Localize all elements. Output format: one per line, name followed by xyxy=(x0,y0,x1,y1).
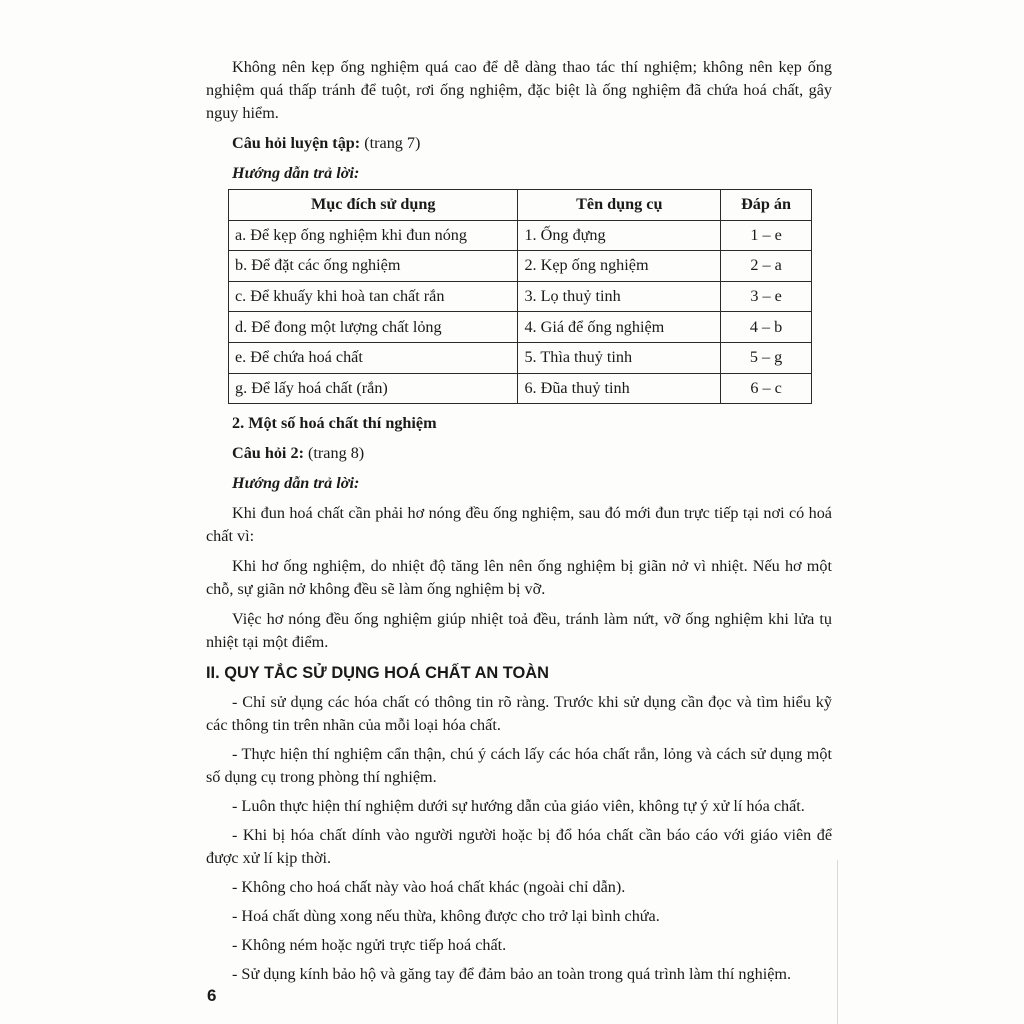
section-2-title: 2. Một số hoá chất thí nghiệm xyxy=(232,414,437,433)
safety-rule: - Luôn thực hiện thí nghiệm dưới sự hướng dẫn của giáo viên, không tự ý xử lí hóa chất. xyxy=(232,797,805,816)
table-cell-tool: 4. Giá để ống nghiệm xyxy=(518,312,721,343)
answer-paragraph: Việc hơ nóng đều ống nghiệm giúp nhiệt toả đều, tránh làm nứt, vỡ ống nghiệm khi lửa tụ nhiệt tại một điểm. xyxy=(206,610,832,652)
table-cell-answer: 6 – c xyxy=(721,373,812,404)
practice-answer-heading: Hướng dẫn trả lời: xyxy=(232,164,360,182)
page-number: 6 xyxy=(207,986,217,1005)
table-row xyxy=(229,373,812,404)
practice-question xyxy=(206,132,832,155)
table-row xyxy=(229,281,812,312)
table-header-tool: Tên dụng cụ xyxy=(518,190,721,221)
practice-question-ref: (trang 7) xyxy=(360,134,421,152)
table-cell-answer: 3 – e xyxy=(721,281,812,312)
table-cell-tool: 5. Thìa thuỷ tinh xyxy=(518,342,721,373)
table-cell-answer: 4 – b xyxy=(721,312,812,343)
safety-rule: - Khi bị hóa chất dính vào người người hoặc bị đổ hóa chất cần báo cáo với giáo viên để được xử lí kịp thời. xyxy=(206,826,832,868)
table-cell-purpose: g. Để lấy hoá chất (rắn) xyxy=(229,373,518,404)
table-cell-purpose: e. Để chứa hoá chất xyxy=(229,342,518,373)
table-cell-answer: 2 – a xyxy=(721,251,812,282)
table-header-row xyxy=(229,190,812,221)
question-2-answer-heading: Hướng dẫn trả lời: xyxy=(232,474,360,493)
answer-paragraph: Khi hơ ống nghiệm, do nhiệt độ tăng lên nên ống nghiệm bị giãn nở vì nhiệt. Nếu hơ một chỗ, sự giãn nở không đều sẽ làm ống nghiệm bị vỡ. xyxy=(206,557,832,599)
page-edge-line xyxy=(837,860,838,1024)
practice-question-label: Câu hỏi luyện tập: xyxy=(232,134,361,152)
table-header-purpose: Mục đích sử dụng xyxy=(229,190,518,221)
table-cell-purpose: d. Để đong một lượng chất lỏng xyxy=(229,312,518,343)
table-row xyxy=(229,312,812,343)
table-cell-tool: 2. Kẹp ống nghiệm xyxy=(518,251,721,282)
table-row xyxy=(229,251,812,282)
table-row xyxy=(229,220,812,251)
safety-rule: - Sử dụng kính bảo hộ và găng tay để đảm bảo an toàn trong quá trình làm thí nghiệm. xyxy=(232,965,792,984)
table-cell-purpose: a. Để kẹp ống nghiệm khi đun nóng xyxy=(229,220,518,251)
table-cell-answer: 1 – e xyxy=(721,220,812,251)
safety-rule: - Thực hiện thí nghiệm cẩn thận, chú ý cách lấy các hóa chất rắn, lỏng và cách sử dụng một số dụng cụ trong phòng thí nghiệm. xyxy=(206,745,832,787)
page-content xyxy=(206,56,832,986)
table-cell-answer: 5 – g xyxy=(721,342,812,373)
table-row xyxy=(229,342,812,373)
question-2 xyxy=(206,442,832,465)
answer-paragraph: Khi đun hoá chất cần phải hơ nóng đều ống nghiệm, sau đó mới đun trực tiếp tại nơi có hoá chất vì: xyxy=(206,504,832,546)
section-ii-title: II. QUY TẮC SỬ DỤNG HOÁ CHẤT AN TOÀN xyxy=(206,664,549,683)
safety-rule: - Không cho hoá chất này vào hoá chất khác (ngoài chỉ dẫn). xyxy=(232,878,626,897)
question-2-ref: (trang 8) xyxy=(303,444,365,463)
question-2-label: Câu hỏi 2: xyxy=(232,444,304,463)
answer-table xyxy=(228,189,812,404)
table-cell-tool: 6. Đũa thuỷ tinh xyxy=(518,373,721,404)
intro-paragraph: Không nên kẹp ống nghiệm quá cao để dễ dàng thao tác thí nghiệm; không nên kẹp ống nghiệm quá thấp tránh để tuột, rơi ống nghiệm, đặc biệt là ống nghiệm đã chứa hoá chất, gây nguy hiểm. xyxy=(206,58,832,122)
table-header-answer: Đáp án xyxy=(721,190,812,221)
safety-rule: - Hoá chất dùng xong nếu thừa, không được cho trở lại bình chứa. xyxy=(232,907,660,926)
table-cell-purpose: c. Để khuấy khi hoà tan chất rắn xyxy=(229,281,518,312)
table-cell-purpose: b. Để đặt các ống nghiệm xyxy=(229,251,518,282)
table-cell-tool: 3. Lọ thuỷ tinh xyxy=(518,281,721,312)
table-cell-tool: 1. Ống đựng xyxy=(518,220,721,251)
safety-rule: - Không ném hoặc ngửi trực tiếp hoá chất. xyxy=(232,936,507,955)
safety-rule: - Chỉ sử dụng các hóa chất có thông tin rõ ràng. Trước khi sử dụng cần đọc và tìm hiểu kỹ các thông tin trên nhãn của mỗi loại hóa chất. xyxy=(206,693,832,735)
